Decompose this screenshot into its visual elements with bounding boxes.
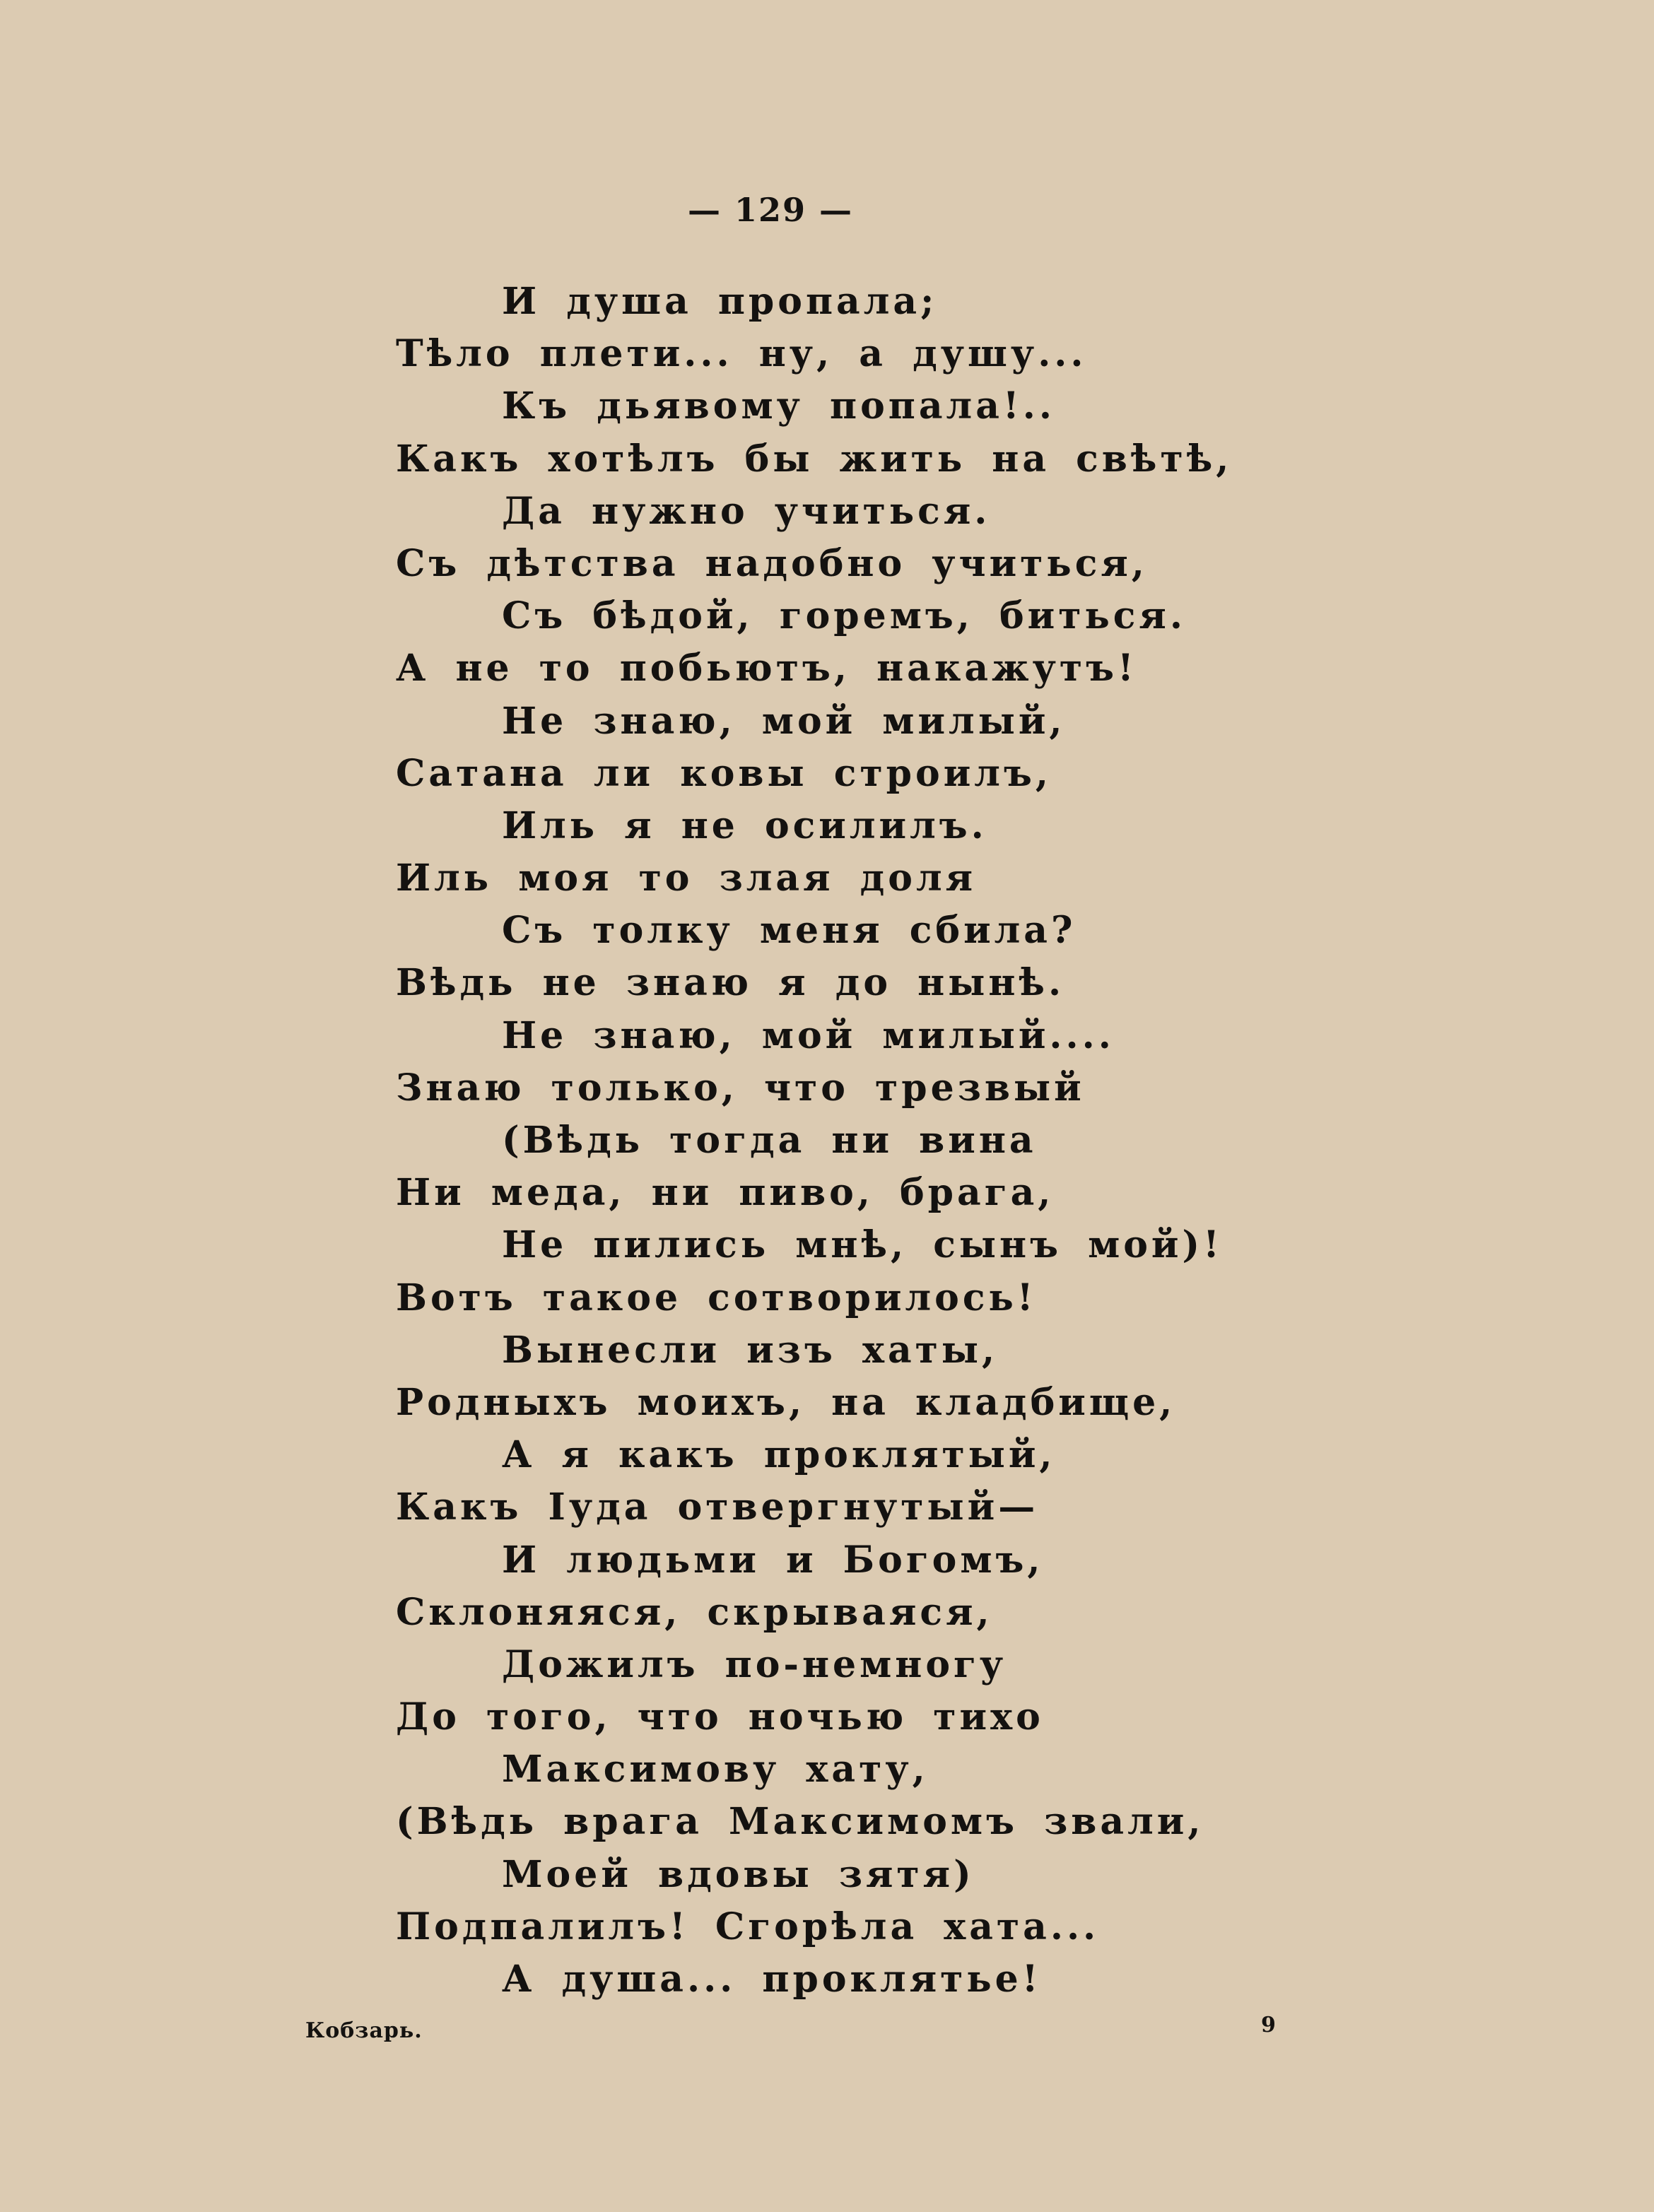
poem-line: (Вѣдь врага Максимомъ звали, xyxy=(396,1800,1204,1844)
poem-line: Съ дѣтства надобно учиться, xyxy=(396,541,1148,585)
poem-line: Ни меда, ни пиво, брага, xyxy=(396,1171,1055,1215)
poem-line: Съ бѣдой, горемъ, биться. xyxy=(502,594,1186,638)
poem-line: И душа пропала; xyxy=(502,280,938,323)
poem-line: До того, что ночью тихо xyxy=(396,1695,1044,1739)
poem-line: А не то побьютъ, накажутъ! xyxy=(396,647,1137,690)
poem-line: А я какъ проклятый, xyxy=(502,1433,1056,1477)
poem-line: Къ дьявому попала!.. xyxy=(502,384,1055,428)
poem-line: Тѣло плети... ну, а душу... xyxy=(396,332,1087,376)
footer-signature: Кобзарь. xyxy=(305,2018,423,2043)
poem-line: (Вѣдь тогда ни вина xyxy=(502,1119,1037,1162)
poem-line: Вынесли изъ хаты, xyxy=(502,1328,999,1372)
poem-line: А душа... проклятье! xyxy=(502,1958,1042,2001)
poem-line: Иль моя то злая доля xyxy=(396,857,977,900)
poem-line: Дожилъ по-немногу xyxy=(502,1642,1007,1686)
poem-line: Знаю только, что трезвый xyxy=(396,1066,1085,1110)
poem-line: Съ толку меня сбила? xyxy=(502,909,1077,953)
poem-line: Максимову хату, xyxy=(502,1748,929,1792)
poem-line: Какъ хотѣлъ бы жить на свѣтѣ, xyxy=(396,437,1233,481)
poem-line: Не знаю, мой милый.... xyxy=(502,1013,1115,1057)
footer-sheet-number: 9 xyxy=(1261,2013,1276,2037)
poem-line: Да нужно учиться. xyxy=(502,489,991,533)
poem-line: И людьми и Богомъ, xyxy=(502,1538,1044,1582)
poem-line: Склоняяся, скрываяся, xyxy=(396,1590,993,1634)
poem-line: Вѣдь не знаю я до нынѣ. xyxy=(396,961,1065,1005)
poem-line: Иль я не осилилъ. xyxy=(502,804,987,847)
poem-line: Вотъ такое сотворилось! xyxy=(396,1276,1037,1319)
page-number: — 129 — xyxy=(687,191,854,229)
poem-line: Не знаю, мой милый, xyxy=(502,699,1066,743)
poem-text xyxy=(396,276,1232,2006)
poem-line: Моей вдовы зятя) xyxy=(502,1852,975,1896)
poem-line: Сатана ли ковы строилъ, xyxy=(396,751,1052,795)
poem-line: Родныхъ моихъ, на кладбище, xyxy=(396,1380,1176,1424)
poem-line: Не пились мнѣ, сынъ мой)! xyxy=(502,1223,1223,1267)
poem-line: Подпалилъ! Сгорѣла хата... xyxy=(396,1905,1100,1948)
poem-line: Какъ Іуда отвергнутый— xyxy=(396,1486,1039,1529)
